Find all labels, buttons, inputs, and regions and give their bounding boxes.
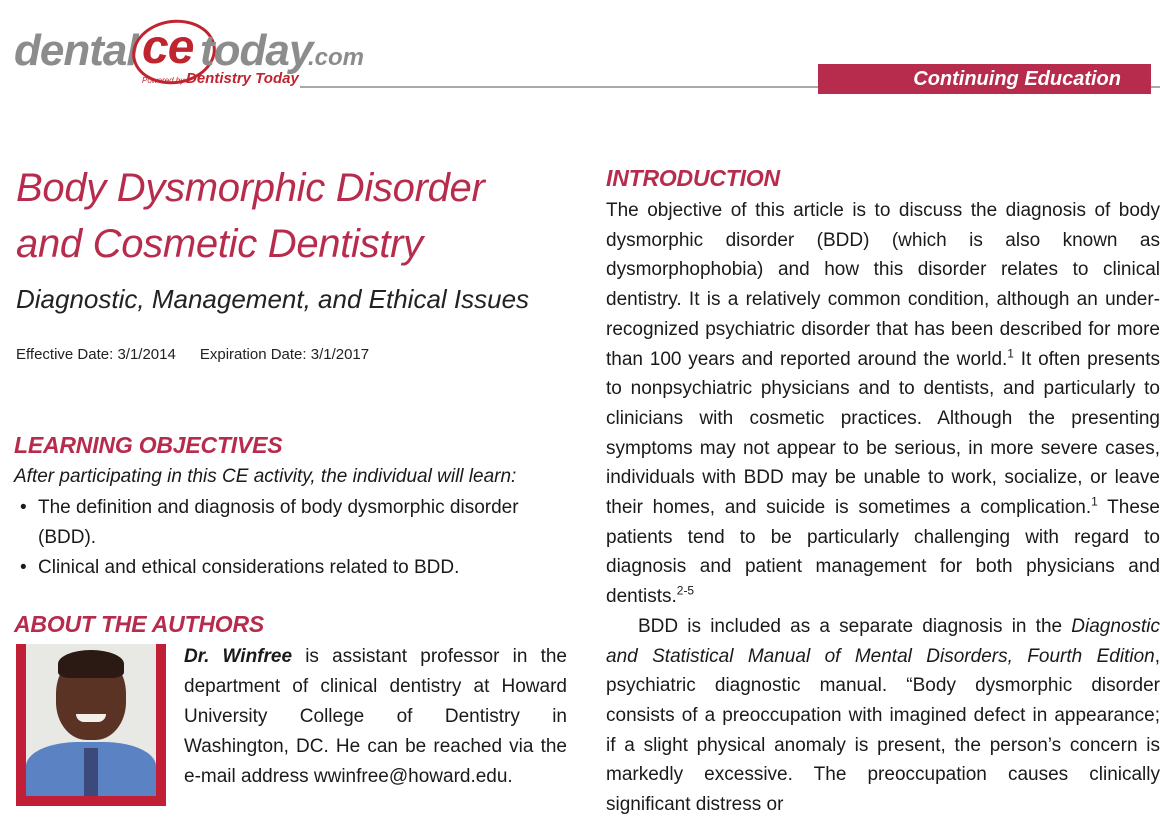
intro-paragraph-2 (606, 612, 1160, 820)
objective-text: Clinical and ethical considerations related to BDD. (38, 557, 460, 578)
author-photo (16, 644, 166, 806)
list-item (14, 553, 554, 583)
reference-2: 1 (1091, 494, 1098, 509)
portrait-hair (58, 650, 124, 678)
bullet-icon: • (20, 557, 27, 578)
logo-word-today: today (200, 26, 313, 75)
article-title (16, 160, 485, 272)
intro-paragraph-1 (606, 196, 1160, 612)
bullet-icon: • (20, 497, 27, 518)
manual-title: Diagnostic and Statistical Manual of Mental Disorders, Fourth Edition (606, 615, 1160, 667)
author-portrait (26, 644, 156, 796)
logo-word-com: .com (308, 44, 365, 71)
intro-p1-text-b: It often presents to nonpsychiatric physicians and to dentists, and particularly to clinicians with cosmetic practices. Although the presenting symptoms may not appear to be serious, in more severe cases, individuals with BDD may be unable to work, socialize, or leave their homes, and suicide is sometimes a complication. (606, 348, 1160, 519)
portrait-tie (84, 748, 98, 796)
introduction-heading: INTRODUCTION (606, 165, 780, 191)
list-item (14, 493, 554, 553)
logo-parent-brand: Dentistry Today (186, 70, 299, 87)
learning-objectives-heading: LEARNING OBJECTIVES (14, 432, 283, 458)
intro-p2-text-a: BDD is included as a separate diagnosis in the (638, 615, 1072, 637)
portrait-smile (76, 714, 106, 722)
intro-p2-text-b: , psychiatric diagnostic manual. “Body dysmorphic disorder consists of a preoccupation with imagined defect in appearance; if a slight physical anomaly is present, the person’s concern is markedly excessive. The preoccupation causes clinically significant distress or (606, 645, 1160, 816)
title-line-2: and Cosmetic Dentistry (16, 222, 423, 266)
reference-3: 2-5 (676, 583, 695, 598)
about-authors-heading: ABOUT THE AUTHORS (14, 611, 265, 637)
logo-powered-by: Powered by (142, 76, 185, 85)
dentalcetoday-logo[interactable] (10, 18, 370, 92)
learning-objectives-intro: After participating in this CE activity, the individual will learn: (14, 466, 517, 487)
intro-p1-text-a: The objective of this article is to discuss the diagnosis of body dysmorphic disorder (BDD) (which is also known as dysmorphophobia) and how this disorder relates to clinical dentistry. It is a relatively common condition, although an under-recognized psychiatric disorder that has been described for more than 100 years and reported around the world. (606, 200, 1160, 370)
objective-text: The definition and diagnosis of body dysmorphic disorder (BDD). (38, 497, 519, 548)
intro-p1-text-c: These patients tend to be particularly challenging with regard to diagnosis and patient management for both physicians and dentists. (606, 497, 1160, 608)
expiration-date: Expiration Date: 3/1/2017 (199, 346, 370, 363)
author-bio (184, 642, 567, 792)
reference-1: 1 (1007, 346, 1014, 361)
logo-word-ce: ce (142, 21, 194, 74)
effective-date: Effective Date: 3/1/2014 (16, 346, 176, 363)
title-line-1: Body Dysmorphic Disorder (16, 166, 485, 210)
article-subtitle: Diagnostic, Management, and Ethical Issues (16, 284, 530, 314)
logo-word-dental: dental (14, 26, 138, 75)
author-bio-text: is assistant professor in the department of clinical dentistry at Howard University College of Dentistry in Washington, DC. He can be reached via the e-mail address wwinfree@howard.edu. (184, 646, 567, 787)
learning-objectives-list (14, 493, 554, 583)
author-name: Dr. Winfree (184, 646, 293, 667)
section-banner: Continuing Education (818, 64, 1151, 94)
ce-dates (16, 346, 369, 363)
introduction-body (606, 196, 1160, 820)
